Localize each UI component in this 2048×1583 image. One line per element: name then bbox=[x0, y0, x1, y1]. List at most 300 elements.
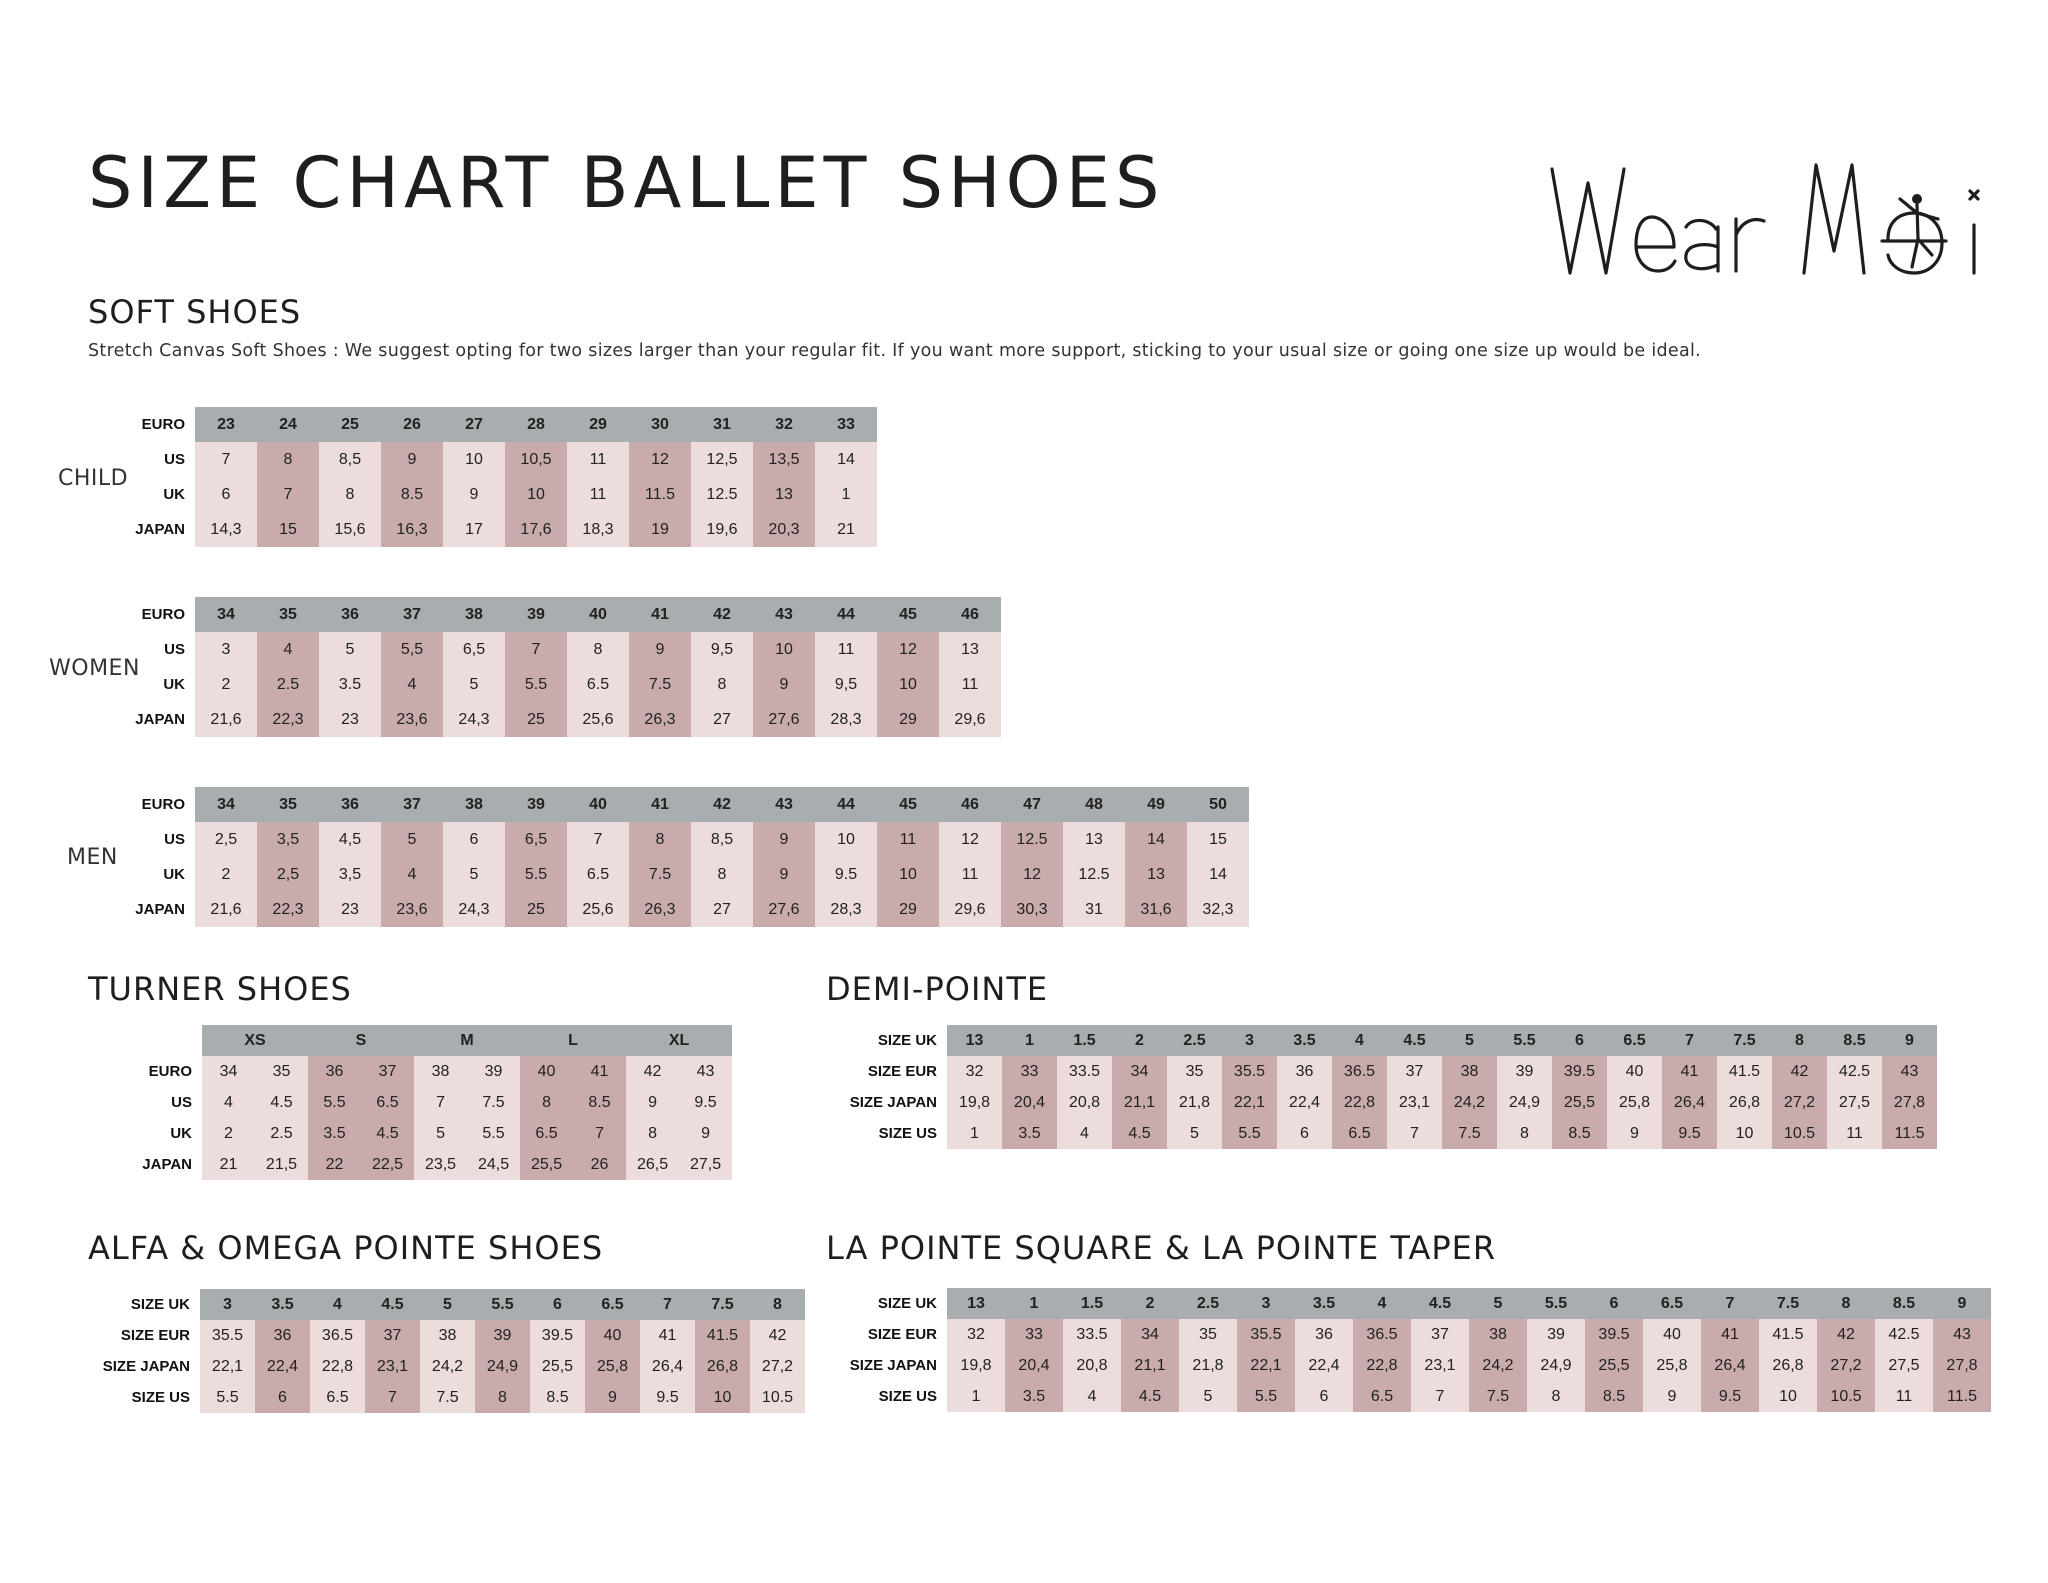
size-cell: 5 bbox=[319, 632, 381, 667]
size-cell: 8,5 bbox=[691, 822, 753, 857]
size-cell: 20,8 bbox=[1063, 1350, 1121, 1381]
size-cell: 2.5 bbox=[255, 1118, 308, 1149]
size-cell: 6,5 bbox=[505, 822, 567, 857]
size-cell: 21 bbox=[815, 512, 877, 547]
size-cell: 11.5 bbox=[1933, 1381, 1991, 1412]
size-cell: 6,5 bbox=[443, 632, 505, 667]
size-cell: 5.5 bbox=[200, 1382, 255, 1413]
size-cell: 4 bbox=[1063, 1381, 1121, 1412]
size-cell: 25,8 bbox=[1643, 1350, 1701, 1381]
size-cell: 6 bbox=[255, 1382, 310, 1413]
size-cell: 2,5 bbox=[257, 857, 319, 892]
table-row bbox=[0, 667, 1001, 702]
size-cell: 25 bbox=[505, 892, 567, 927]
size-cell: 8.5 bbox=[530, 1382, 585, 1413]
size-cell: 8.5 bbox=[1552, 1118, 1607, 1149]
size-cell: 4 bbox=[202, 1087, 255, 1118]
size-cell: 41.5 bbox=[695, 1320, 750, 1351]
size-cell: 5 bbox=[420, 1289, 475, 1320]
size-cell: 24,9 bbox=[1527, 1350, 1585, 1381]
la-pointe-title: LA POINTE SQUARE & LA POINTE TAPER bbox=[826, 1229, 1497, 1267]
size-cell: 8 bbox=[257, 442, 319, 477]
size-cell: 29 bbox=[877, 702, 939, 737]
size-cell: 6.5 bbox=[567, 667, 629, 702]
size-cell: 36 bbox=[319, 787, 381, 822]
soft-shoes-title: SOFT SHOES bbox=[88, 293, 302, 331]
size-cell: 6 bbox=[1552, 1025, 1607, 1056]
size-cell: 22,8 bbox=[1332, 1087, 1387, 1118]
size-cell: 2 bbox=[195, 857, 257, 892]
row-label: EURO bbox=[141, 606, 185, 623]
size-cell: 10 bbox=[1717, 1118, 1772, 1149]
size-cell: 24 bbox=[257, 407, 319, 442]
size-cell: 21,6 bbox=[195, 892, 257, 927]
size-cell: 11.5 bbox=[629, 477, 691, 512]
size-header-cell: XS bbox=[202, 1025, 308, 1056]
table-row bbox=[0, 822, 1249, 857]
wear-moi-logo bbox=[1548, 155, 1988, 285]
size-cell: 35 bbox=[1167, 1056, 1222, 1087]
size-cell: 9 bbox=[585, 1382, 640, 1413]
row-label: US bbox=[164, 831, 185, 848]
size-cell: 4.5 bbox=[365, 1289, 420, 1320]
row-label: SIZE JAPAN bbox=[849, 1094, 937, 1111]
size-cell: 1.5 bbox=[1057, 1025, 1112, 1056]
size-cell: 5.5 bbox=[475, 1289, 530, 1320]
size-cell: 25,6 bbox=[567, 892, 629, 927]
size-cell: 20,3 bbox=[753, 512, 815, 547]
size-cell: 3.5 bbox=[308, 1118, 361, 1149]
size-cell: 8 bbox=[567, 632, 629, 667]
size-cell: 2.5 bbox=[257, 667, 319, 702]
size-cell: 5 bbox=[381, 822, 443, 857]
size-cell: 42.5 bbox=[1827, 1056, 1882, 1087]
table-row bbox=[6, 1056, 732, 1087]
size-cell: 41 bbox=[640, 1320, 695, 1351]
size-cell: 11.5 bbox=[1882, 1118, 1937, 1149]
size-cell: 6 bbox=[530, 1289, 585, 1320]
row-label: JAPAN bbox=[135, 521, 185, 538]
size-cell: 35 bbox=[1179, 1319, 1237, 1350]
row-label: SIZE US bbox=[878, 1125, 937, 1142]
size-cell: 27,5 bbox=[1875, 1350, 1933, 1381]
size-cell: 29,6 bbox=[939, 702, 1001, 737]
size-cell: 40 bbox=[567, 787, 629, 822]
size-cell: 3.5 bbox=[255, 1289, 310, 1320]
size-cell: 9 bbox=[1933, 1288, 1991, 1319]
row-label: SIZE JAPAN bbox=[102, 1358, 190, 1375]
table-row bbox=[0, 512, 877, 547]
size-cell: 7.5 bbox=[1469, 1381, 1527, 1412]
row-label: SIZE EUR bbox=[120, 1327, 190, 1344]
size-cell: 11 bbox=[815, 632, 877, 667]
size-cell: 22,4 bbox=[1295, 1350, 1353, 1381]
size-cell: 6.5 bbox=[1607, 1025, 1662, 1056]
table-row bbox=[825, 1087, 1937, 1118]
size-cell: 50 bbox=[1187, 787, 1249, 822]
size-cell: 28,3 bbox=[815, 892, 877, 927]
size-cell: 28,3 bbox=[815, 702, 877, 737]
table-row bbox=[0, 857, 1249, 892]
size-cell: 20,4 bbox=[1005, 1350, 1063, 1381]
size-cell: 23,5 bbox=[414, 1149, 467, 1180]
size-cell: 22,8 bbox=[1353, 1350, 1411, 1381]
size-cell: 31 bbox=[691, 407, 753, 442]
size-cell: 38 bbox=[443, 597, 505, 632]
size-cell: 42 bbox=[1817, 1319, 1875, 1350]
size-cell: 26,3 bbox=[629, 702, 691, 737]
size-cell: 46 bbox=[939, 597, 1001, 632]
size-cell: 9 bbox=[753, 822, 815, 857]
size-cell: 7 bbox=[365, 1382, 420, 1413]
size-cell: 24,9 bbox=[475, 1351, 530, 1382]
size-cell: 10.5 bbox=[1817, 1381, 1875, 1412]
size-cell: 8 bbox=[750, 1289, 805, 1320]
size-cell: 24,3 bbox=[443, 892, 505, 927]
size-cell: 29,6 bbox=[939, 892, 1001, 927]
size-cell: 41 bbox=[629, 787, 691, 822]
row-label: SIZE JAPAN bbox=[849, 1357, 937, 1374]
size-cell: 41 bbox=[629, 597, 691, 632]
size-cell: 7 bbox=[195, 442, 257, 477]
size-cell: 32,3 bbox=[1187, 892, 1249, 927]
table-row bbox=[825, 1025, 1937, 1056]
size-cell: 36.5 bbox=[1353, 1319, 1411, 1350]
size-cell: 8 bbox=[1817, 1288, 1875, 1319]
size-cell: 24,2 bbox=[420, 1351, 475, 1382]
size-cell: 1 bbox=[815, 477, 877, 512]
row-label bbox=[6, 1025, 202, 1056]
size-cell: 5 bbox=[1167, 1118, 1222, 1149]
table-row bbox=[0, 1382, 805, 1413]
size-cell: 10 bbox=[877, 667, 939, 702]
size-cell: 6.5 bbox=[1332, 1118, 1387, 1149]
size-cell: 44 bbox=[815, 787, 877, 822]
table-row bbox=[825, 1288, 1991, 1319]
size-cell: 9.5 bbox=[1662, 1118, 1717, 1149]
size-cell: 9.5 bbox=[679, 1087, 732, 1118]
table-row bbox=[825, 1319, 1991, 1350]
size-cell: 23,1 bbox=[1387, 1087, 1442, 1118]
size-cell: 26,8 bbox=[1717, 1087, 1772, 1118]
size-cell: 5 bbox=[414, 1118, 467, 1149]
size-cell: 30 bbox=[629, 407, 691, 442]
size-cell: 15,6 bbox=[319, 512, 381, 547]
size-cell: 9 bbox=[753, 667, 815, 702]
size-cell: 38 bbox=[443, 787, 505, 822]
size-cell: 21,5 bbox=[255, 1149, 308, 1180]
size-cell: 26,4 bbox=[1701, 1350, 1759, 1381]
size-cell: 7 bbox=[567, 822, 629, 857]
row-label: SIZE US bbox=[131, 1389, 190, 1406]
size-cell: 2 bbox=[202, 1118, 255, 1149]
size-cell: 43 bbox=[1933, 1319, 1991, 1350]
size-cell: 21,6 bbox=[195, 702, 257, 737]
size-cell: 12 bbox=[939, 822, 1001, 857]
size-cell: 36 bbox=[319, 597, 381, 632]
size-cell: 6.5 bbox=[520, 1118, 573, 1149]
size-header-cell: XL bbox=[626, 1025, 732, 1056]
group-label-child: CHILD bbox=[58, 466, 129, 491]
size-cell: 42 bbox=[750, 1320, 805, 1351]
size-cell: 8.5 bbox=[381, 477, 443, 512]
size-cell: 25,6 bbox=[567, 702, 629, 737]
size-cell: 8 bbox=[629, 822, 691, 857]
size-cell: 8 bbox=[691, 667, 753, 702]
size-cell: 8 bbox=[1772, 1025, 1827, 1056]
size-cell: 4 bbox=[1353, 1288, 1411, 1319]
size-cell: 33 bbox=[1005, 1319, 1063, 1350]
size-cell: 27,5 bbox=[1827, 1087, 1882, 1118]
size-cell: 42.5 bbox=[1875, 1319, 1933, 1350]
row-label: SIZE UK bbox=[130, 1296, 190, 1313]
size-cell: 6 bbox=[443, 822, 505, 857]
size-cell: 37 bbox=[365, 1320, 420, 1351]
size-cell: 28 bbox=[505, 407, 567, 442]
size-cell: 39 bbox=[467, 1056, 520, 1087]
size-cell: 5 bbox=[1442, 1025, 1497, 1056]
size-cell: 17 bbox=[443, 512, 505, 547]
size-cell: 27,2 bbox=[750, 1351, 805, 1382]
size-cell: 8,5 bbox=[319, 442, 381, 477]
turner-shoes-title: TURNER SHOES bbox=[88, 970, 352, 1008]
size-cell: 25,5 bbox=[520, 1149, 573, 1180]
size-cell: 17,6 bbox=[505, 512, 567, 547]
size-cell: 38 bbox=[420, 1320, 475, 1351]
size-cell: 2 bbox=[1121, 1288, 1179, 1319]
size-cell: 43 bbox=[753, 787, 815, 822]
size-cell: 23,6 bbox=[381, 892, 443, 927]
size-cell: 22,1 bbox=[1237, 1350, 1295, 1381]
size-cell: 24,5 bbox=[467, 1149, 520, 1180]
demi-pointe-title: DEMI-POINTE bbox=[826, 970, 1049, 1008]
size-cell: 14 bbox=[1125, 822, 1187, 857]
size-cell: 34 bbox=[195, 597, 257, 632]
size-cell: 23 bbox=[195, 407, 257, 442]
size-cell: 14 bbox=[815, 442, 877, 477]
size-cell: 11 bbox=[567, 477, 629, 512]
size-cell: 7.5 bbox=[695, 1289, 750, 1320]
size-cell: 35.5 bbox=[200, 1320, 255, 1351]
table-row bbox=[825, 1381, 1991, 1412]
size-cell: 5 bbox=[443, 667, 505, 702]
size-cell: 8 bbox=[520, 1087, 573, 1118]
size-cell: 35.5 bbox=[1237, 1319, 1295, 1350]
table-row bbox=[0, 477, 877, 512]
size-cell: 7.5 bbox=[467, 1087, 520, 1118]
size-cell: 7 bbox=[1701, 1288, 1759, 1319]
size-cell: 44 bbox=[815, 597, 877, 632]
row-label: SIZE UK bbox=[877, 1032, 937, 1049]
size-cell: 8 bbox=[1497, 1118, 1552, 1149]
size-cell: 39 bbox=[1527, 1319, 1585, 1350]
size-cell: 11 bbox=[877, 822, 939, 857]
size-cell: 2.5 bbox=[1167, 1025, 1222, 1056]
row-label: EURO bbox=[141, 796, 185, 813]
size-cell: 12 bbox=[877, 632, 939, 667]
size-cell: 47 bbox=[1001, 787, 1063, 822]
size-cell: 14,3 bbox=[195, 512, 257, 547]
size-cell: 27,2 bbox=[1817, 1350, 1875, 1381]
table-row bbox=[0, 632, 1001, 667]
size-cell: 26,8 bbox=[1759, 1350, 1817, 1381]
size-cell: 10 bbox=[815, 822, 877, 857]
size-cell: 7 bbox=[257, 477, 319, 512]
table-row bbox=[825, 1056, 1937, 1087]
size-cell: 35 bbox=[257, 597, 319, 632]
size-cell: 37 bbox=[1387, 1056, 1442, 1087]
size-cell: 9.5 bbox=[640, 1382, 695, 1413]
size-cell: 26,4 bbox=[1662, 1087, 1717, 1118]
size-cell: 39 bbox=[475, 1320, 530, 1351]
size-cell: 4 bbox=[1057, 1118, 1112, 1149]
size-cell: 34 bbox=[1112, 1056, 1167, 1087]
size-cell: 9 bbox=[753, 857, 815, 892]
size-cell: 4.5 bbox=[1411, 1288, 1469, 1319]
size-cell: 34 bbox=[202, 1056, 255, 1087]
size-cell: 33 bbox=[1002, 1056, 1057, 1087]
turner-size-table bbox=[6, 1025, 732, 1180]
size-cell: 3.5 bbox=[1277, 1025, 1332, 1056]
size-cell: 4.5 bbox=[1387, 1025, 1442, 1056]
size-cell: 5.5 bbox=[1222, 1118, 1277, 1149]
size-cell: 5.5 bbox=[1527, 1288, 1585, 1319]
size-cell: 21 bbox=[202, 1149, 255, 1180]
size-cell: 9,5 bbox=[815, 667, 877, 702]
size-cell: 15 bbox=[257, 512, 319, 547]
size-cell: 49 bbox=[1125, 787, 1187, 822]
size-cell: 41 bbox=[1701, 1319, 1759, 1350]
size-cell: 9,5 bbox=[691, 632, 753, 667]
size-cell: 38 bbox=[1442, 1056, 1497, 1087]
size-cell: 25,8 bbox=[1607, 1087, 1662, 1118]
alfa-omega-size-table bbox=[0, 1289, 805, 1413]
table-row bbox=[825, 1118, 1937, 1149]
size-cell: 40 bbox=[1643, 1319, 1701, 1350]
size-cell: 25 bbox=[505, 702, 567, 737]
size-cell: 32 bbox=[753, 407, 815, 442]
size-cell: 15 bbox=[1187, 822, 1249, 857]
size-cell: 14 bbox=[1187, 857, 1249, 892]
size-cell: 22,3 bbox=[257, 702, 319, 737]
size-cell: 37 bbox=[381, 787, 443, 822]
size-cell: 5 bbox=[1179, 1381, 1237, 1412]
size-cell: 10 bbox=[1759, 1381, 1817, 1412]
size-cell: 5,5 bbox=[381, 632, 443, 667]
size-cell: 12 bbox=[1001, 857, 1063, 892]
size-cell: 39.5 bbox=[1585, 1319, 1643, 1350]
size-cell: 29 bbox=[877, 892, 939, 927]
size-cell: 36 bbox=[1277, 1056, 1332, 1087]
size-cell: 13 bbox=[753, 477, 815, 512]
size-cell: 31,6 bbox=[1125, 892, 1187, 927]
size-cell: 26,3 bbox=[629, 892, 691, 927]
size-cell: 10.5 bbox=[1772, 1118, 1827, 1149]
size-cell: 22 bbox=[308, 1149, 361, 1180]
size-cell: 11 bbox=[939, 857, 1001, 892]
size-cell: 7.5 bbox=[629, 857, 691, 892]
size-cell: 45 bbox=[877, 597, 939, 632]
size-cell: 33.5 bbox=[1057, 1056, 1112, 1087]
size-cell: 10,5 bbox=[505, 442, 567, 477]
size-cell: 7.5 bbox=[629, 667, 691, 702]
size-cell: 8 bbox=[626, 1118, 679, 1149]
size-cell: 5.5 bbox=[1497, 1025, 1552, 1056]
size-cell: 8 bbox=[319, 477, 381, 512]
size-cell: 41.5 bbox=[1759, 1319, 1817, 1350]
size-cell: 3.5 bbox=[1005, 1381, 1063, 1412]
size-cell: 25,5 bbox=[530, 1351, 585, 1382]
size-cell: 42 bbox=[691, 787, 753, 822]
size-cell: 32 bbox=[947, 1056, 1002, 1087]
size-cell: 27 bbox=[691, 702, 753, 737]
size-cell: 1 bbox=[947, 1118, 1002, 1149]
size-cell: 24,2 bbox=[1442, 1087, 1497, 1118]
size-cell: 9.5 bbox=[1701, 1381, 1759, 1412]
size-cell: 31 bbox=[1063, 892, 1125, 927]
size-cell: 9 bbox=[443, 477, 505, 512]
size-cell: 9 bbox=[1882, 1025, 1937, 1056]
size-cell: 19,8 bbox=[947, 1350, 1005, 1381]
size-cell: 40 bbox=[520, 1056, 573, 1087]
size-cell: 38 bbox=[1469, 1319, 1527, 1350]
size-cell: 16,3 bbox=[381, 512, 443, 547]
size-cell: 39.5 bbox=[1552, 1056, 1607, 1087]
table-row bbox=[0, 1351, 805, 1382]
women-size-table bbox=[0, 597, 1001, 737]
table-row bbox=[0, 892, 1249, 927]
size-cell: 29 bbox=[567, 407, 629, 442]
size-cell: 25 bbox=[319, 407, 381, 442]
size-cell: 8.5 bbox=[1585, 1381, 1643, 1412]
size-cell: 6.5 bbox=[1353, 1381, 1411, 1412]
size-cell: 22,1 bbox=[1222, 1087, 1277, 1118]
row-label: SIZE EUR bbox=[867, 1063, 937, 1080]
size-cell: 7.5 bbox=[1717, 1025, 1772, 1056]
size-cell: 22,4 bbox=[255, 1351, 310, 1382]
size-cell: 37 bbox=[1411, 1319, 1469, 1350]
men-size-table bbox=[0, 787, 1249, 927]
size-cell: 11 bbox=[567, 442, 629, 477]
size-cell: 22,1 bbox=[200, 1351, 255, 1382]
size-cell: 24,9 bbox=[1497, 1087, 1552, 1118]
size-cell: 4.5 bbox=[361, 1118, 414, 1149]
size-cell: 12 bbox=[629, 442, 691, 477]
size-cell: 40 bbox=[567, 597, 629, 632]
size-cell: 2,5 bbox=[195, 822, 257, 857]
size-cell: 27,8 bbox=[1882, 1087, 1937, 1118]
size-cell: 7 bbox=[1662, 1025, 1717, 1056]
table-row bbox=[6, 1149, 732, 1180]
size-cell: 33.5 bbox=[1063, 1319, 1121, 1350]
row-label: JAPAN bbox=[135, 711, 185, 728]
size-cell: 34 bbox=[1121, 1319, 1179, 1350]
size-cell: 7 bbox=[573, 1118, 626, 1149]
size-cell: 13,5 bbox=[753, 442, 815, 477]
size-cell: 4 bbox=[381, 667, 443, 702]
size-cell: 22,3 bbox=[257, 892, 319, 927]
table-row bbox=[0, 407, 877, 442]
size-cell: 9 bbox=[1643, 1381, 1701, 1412]
size-cell: 3 bbox=[200, 1289, 255, 1320]
size-cell: 6 bbox=[195, 477, 257, 512]
size-cell: 36.5 bbox=[310, 1320, 365, 1351]
row-label: SIZE US bbox=[878, 1388, 937, 1405]
size-cell: 6 bbox=[1277, 1118, 1332, 1149]
size-cell: 26,4 bbox=[640, 1351, 695, 1382]
size-cell: 32 bbox=[947, 1319, 1005, 1350]
size-cell: 7 bbox=[640, 1289, 695, 1320]
